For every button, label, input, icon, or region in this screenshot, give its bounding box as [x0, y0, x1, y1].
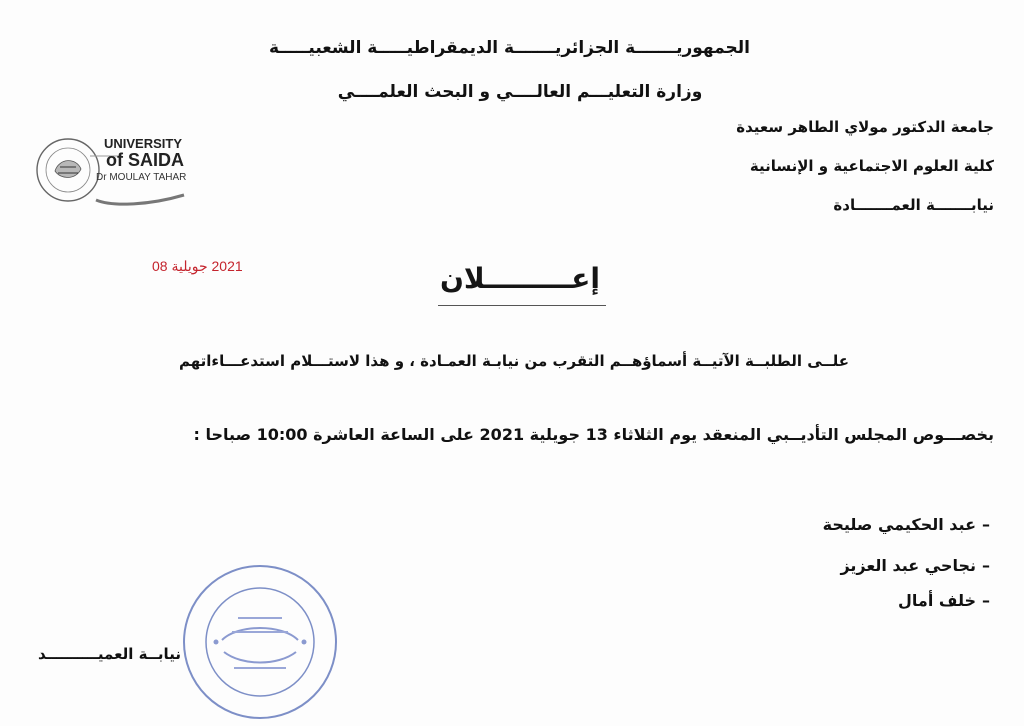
received-date-stamp: 2021 جويلية 08	[152, 258, 243, 274]
announcement-line-2: بخصـــوص المجلس التأديــبي المنعقد يوم الثلاثاء 13 جويلية 2021 على الساعة العاشرة 10:00 صباحا :	[193, 425, 994, 444]
official-seal	[180, 562, 340, 722]
republic-header: الجمهوريـــــــة الجزائريـــــــة الديمقراطيـــــة الشعبيـــــة	[269, 38, 750, 58]
bullet-dash: –	[982, 591, 990, 610]
logo-moulay-text: Dr MOULAY TAHAR	[96, 172, 187, 183]
student-list-item	[840, 556, 990, 575]
faculty-name: كلية العلوم الاجتماعية و الإنسانية	[749, 157, 994, 175]
university-name: جامعة الدكتور مولاي الطاهر سعيدة	[736, 118, 994, 136]
bullet-dash: –	[982, 515, 990, 534]
student-name: عبد الحكيمي صليحة	[822, 515, 976, 534]
student-name: خلف أمال	[898, 591, 976, 610]
student-name: نجاحي عبد العزيز	[840, 556, 976, 575]
student-list-item	[822, 515, 990, 534]
logo-saida-text: of SAIDA	[106, 150, 184, 170]
bullet-dash: –	[982, 556, 990, 575]
student-list-item	[898, 591, 990, 610]
title-underline	[438, 305, 606, 306]
ministry-header: وزارة التعليـــم العالــــي و البحث العلمــــي	[337, 82, 703, 102]
logo-university-text: UNIVERSITY	[104, 136, 183, 151]
announcement-line-1: علــى الطلبــة الآتيــة أسماؤهــم التقرب من نيابـة العمـادة ، و هذا لاستـــلام استدعـــاءاتهم	[178, 352, 849, 370]
office-name: نيابـــــــة العمـــــــادة	[833, 196, 994, 214]
signature-label: نيابــة العميــــــــــد	[38, 645, 181, 663]
announcement-title: إعـــــــــلان	[439, 262, 600, 295]
